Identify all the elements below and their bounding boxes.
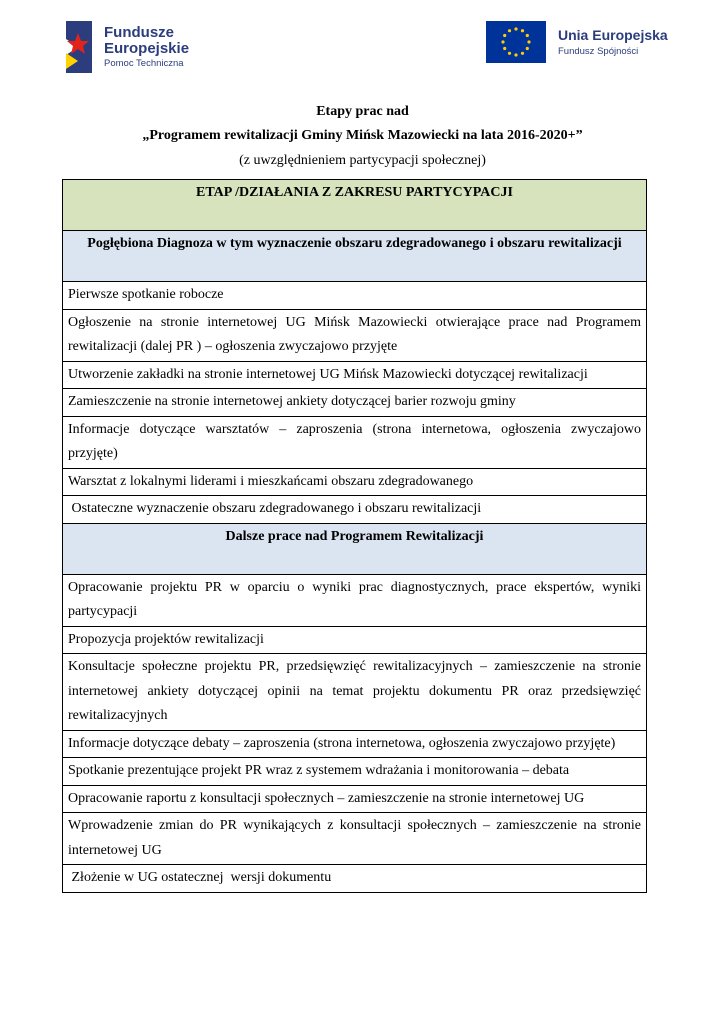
table-row [63, 865, 647, 893]
table-row [63, 389, 647, 417]
unia-europejska-logo [486, 21, 668, 63]
eu-flag-icon [486, 21, 546, 63]
table-cell: Utworzenie zakładki na stronie internetowej UG Mińsk Mazowiecki dotyczącej rewitalizacji [63, 361, 647, 389]
section1-header-row [63, 231, 647, 282]
table-cell: Propozycja projektów rewitalizacji [63, 626, 647, 654]
table-row [63, 654, 647, 731]
table-cell: Pierwsze spotkanie robocze [63, 282, 647, 310]
table-header-row [63, 180, 647, 231]
table-cell: Informacje dotyczące debaty – zaproszenia (strona internetowa, ogłoszenia zwyczajowo przyjęte) [63, 730, 647, 758]
document-subtitle: (z uwzględnieniem partycypacji społecznej) [239, 153, 486, 168]
table-row [63, 496, 647, 524]
table-row [63, 730, 647, 758]
table-cell: Ogłoszenie na stronie internetowej UG Mińsk Mazowiecki otwierające prace nad Programem rewitalizacji (dalej PR ) – ogłoszenia zwyczajowo przyjęte [63, 309, 647, 361]
table-cell: Opracowanie projektu PR w oparciu o wyniki prac diagnostycznych, prace ekspertów, wyniki partycypacji [63, 574, 647, 626]
table-cell: Wprowadzenie zmian do PR wynikających z konsultacji społecznych – zamieszczenie na stronie internetowej UG [63, 813, 647, 865]
table-cell: Konsultacje społeczne projektu PR, przedsięwzięć rewitalizacyjnych – zamieszczenie na stronie internetowej ankiety dotyczącej opinii na temat projektu dokumentu PR oraz przedsięwzięć rewitalizacyjnych [63, 654, 647, 731]
table-cell: Ostateczne wyznaczenie obszaru zdegradowanego i obszaru rewitalizacji [63, 496, 647, 524]
logo-left-line2: Europejskie [104, 39, 190, 57]
table-row [63, 813, 647, 865]
document-title-line2: „Programem rewitalizacji Gminy Mińsk Mazowiecki na lata 2016-2020+” [142, 128, 583, 143]
table-row [63, 361, 647, 389]
logo-left-line3: Pomoc Techniczna [104, 58, 184, 70]
table-row [63, 282, 647, 310]
table-cell: Zamieszczenie na stronie internetowej ankiety dotyczącej barier rozwoju gminy [63, 389, 647, 417]
table-cell: Złożenie w UG ostatecznej wersji dokumentu [63, 865, 647, 893]
logo-right-line1: Unia Europejska [558, 26, 668, 43]
table-row [63, 574, 647, 626]
table-row [63, 309, 647, 361]
table-cell: Informacje dotyczące warsztatów – zaproszenia (strona internetowa, ogłoszenia zwyczajowo przyjęte) [63, 416, 647, 468]
section1-title: Pogłębiona Diagnoza w tym wyznaczenie obszaru zdegradowanego i obszaru rewitalizacji [63, 231, 647, 282]
stages-table [62, 179, 647, 893]
section2-title: Dalsze prace nad Programem Rewitalizacji [63, 523, 647, 574]
logo-right-line2: Fundusz Spójności [558, 45, 639, 57]
table-cell: Warsztat z lokalnymi liderami i mieszkańcami obszaru zdegradowanego [63, 468, 647, 496]
document-title-line1: Etapy prac nad [316, 104, 409, 119]
table-cell: Spotkanie prezentujące projekt PR wraz z systemem wdrażania i monitorowania – debata [63, 758, 647, 786]
funds-star-icon [62, 19, 98, 75]
fundusze-europejskie-logo [62, 18, 222, 76]
section2-header-row [63, 523, 647, 574]
table-row [63, 468, 647, 496]
table-row [63, 785, 647, 813]
table-cell: Opracowanie raportu z konsultacji społecznych – zamieszczenie na stronie internetowej UG [63, 785, 647, 813]
table-row [63, 626, 647, 654]
table-title: ETAP /DZIAŁANIA Z ZAKRESU PARTYCYPACJI [63, 180, 647, 231]
logo-left-line1: Fundusze [104, 23, 174, 41]
table-row [63, 758, 647, 786]
table-row [63, 416, 647, 468]
